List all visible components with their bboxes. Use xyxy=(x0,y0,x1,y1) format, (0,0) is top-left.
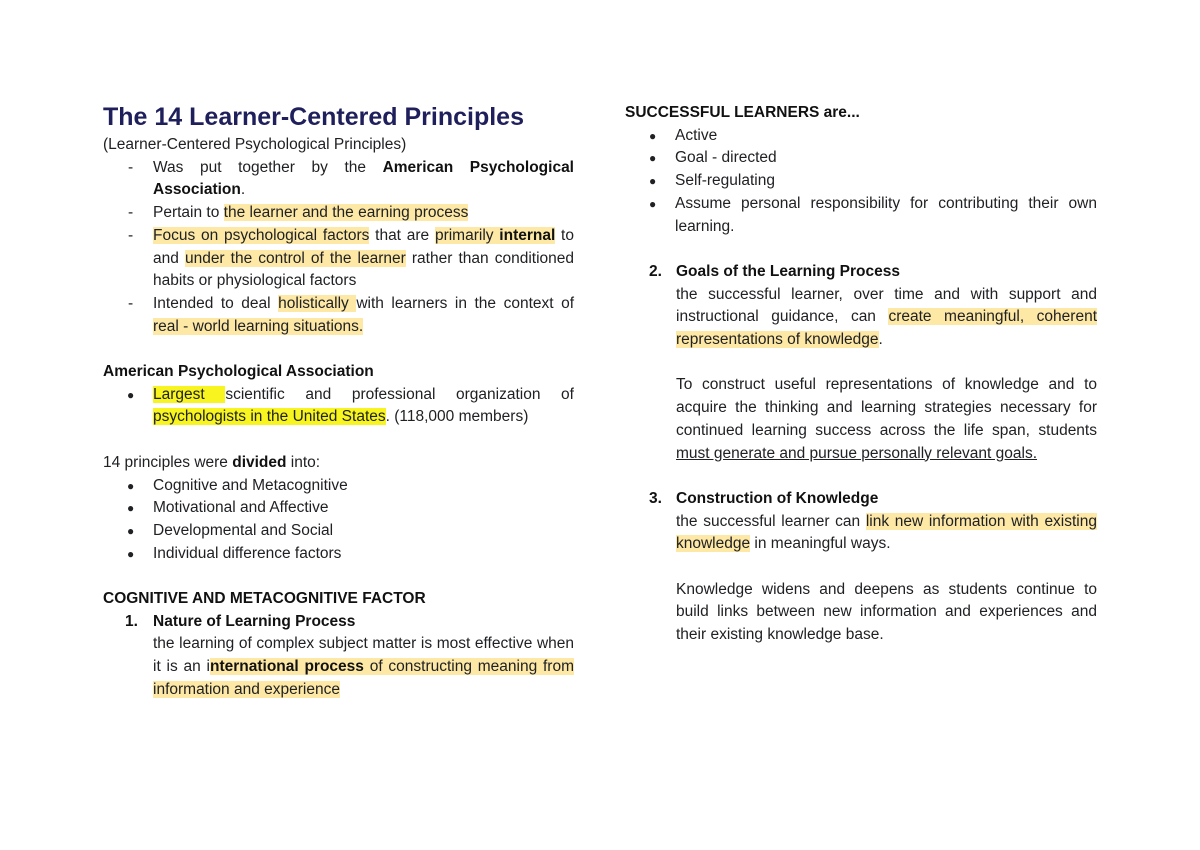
item-body: To construct useful representations of knowledge and to acquire the thinking and learning strategies necessary for continued learning success across the life span, students must generate and pursue personally relevant goals. xyxy=(676,376,1097,462)
list-item: ● Motivational and Affective xyxy=(103,497,574,520)
list-item: - Intended to deal holistically with learners in the context of real - world learning situations. xyxy=(103,293,574,338)
cognitive-heading: COGNITIVE AND METACOGNITIVE FACTOR xyxy=(103,590,426,608)
intro-bullet-list xyxy=(103,157,574,339)
list-item: ● Developmental and Social xyxy=(103,520,574,543)
item-title: Goals of the Learning Process xyxy=(676,262,900,280)
list-item: - Was put together by the American Psychological Association. xyxy=(103,157,574,202)
principles-numbered-list xyxy=(625,261,1097,647)
item-body: the learning of complex subject matter is most effective when it is an international process of constructing meaning from information and experience xyxy=(153,635,574,698)
list-item: ● Assume personal responsibility for contributing their own learning. xyxy=(625,193,1097,238)
right-column xyxy=(625,102,1097,647)
numbered-item: 2. Goals of the Learning Process the successful learner, over time and with support and instructional guidance, can create meaningful, coherent representations of knowledge. To construct useful representations of knowledge and to acquire the thinking and learning strategies necessary for continued learning success across the life span, students must generate and pursue personally relevant goals. xyxy=(625,261,1097,465)
list-item: ● Active xyxy=(625,125,1097,148)
list-item: ● Cognitive and Metacognitive xyxy=(103,475,574,498)
subtitle: (Learner-Centered Psychological Principles) xyxy=(103,136,407,153)
list-item: - Focus on psychological factors that are primarily internal to and under the control of the learner rather than conditioned habits or physiological factors xyxy=(103,225,574,293)
successful-learners-list xyxy=(625,125,1097,239)
numbered-item: 3. Construction of Knowledge the successful learner can link new information with existing knowledge in meaningful ways. Knowledge widens and deepens as students continue to build links between new information and experiences and their existing knowledge base. xyxy=(625,488,1097,647)
page-title: The 14 Learner-Centered Principles xyxy=(103,103,524,131)
list-item: - Pertain to the learner and the earning process xyxy=(103,202,574,225)
principles-list xyxy=(103,475,574,566)
item-body: the successful learner, over time and with support and instructional guidance, can create meaningful, coherent representations of knowledge. xyxy=(676,285,1097,349)
item-body: Knowledge widens and deepens as students continue to build links between new information and experiences and their existing knowledge base. xyxy=(676,580,1097,644)
left-column xyxy=(103,100,574,702)
list-item: ● Goal - directed xyxy=(625,147,1097,170)
apa-list xyxy=(103,384,574,429)
list-item: ● Self-regulating xyxy=(625,170,1097,193)
item-title: Construction of Knowledge xyxy=(676,489,879,507)
item-body: the successful learner can link new information with existing knowledge in meaningful ways. xyxy=(676,512,1097,553)
successful-learners-heading: SUCCESSFUL LEARNERS are... xyxy=(625,104,860,121)
item-title: Nature of Learning Process xyxy=(153,612,356,630)
principles-intro: 14 principles were divided into: xyxy=(103,453,321,471)
apa-heading: American Psychological Association xyxy=(103,363,374,381)
numbered-item: 1. Nature of Learning Process the learning of complex subject matter is most effective when it is an international process of constructing meaning from information and experience xyxy=(103,611,574,702)
list-item: ● Largest scientific and professional organization of psychologists in the United States. (118,000 members) xyxy=(103,384,574,429)
cognitive-list xyxy=(103,611,574,702)
list-item: ● Individual difference factors xyxy=(103,543,574,566)
